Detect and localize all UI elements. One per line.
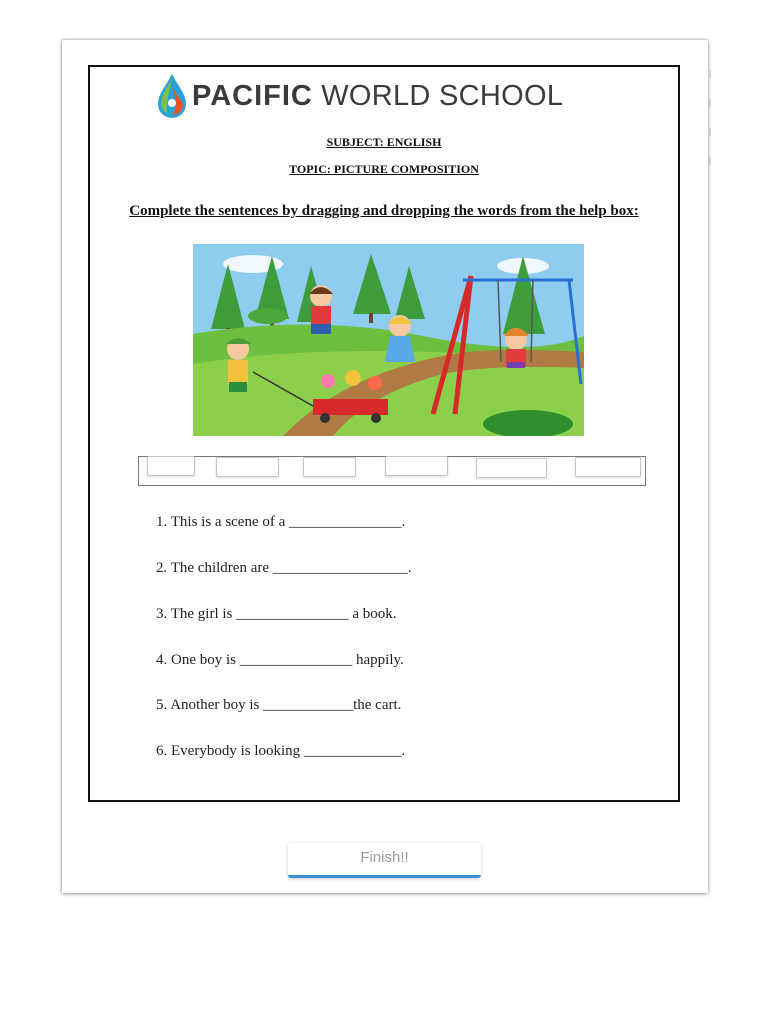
question-number: 6. (156, 743, 168, 759)
finish-button[interactable]: Finish!! (288, 843, 481, 878)
question-text: The girl is _______________ a book. (170, 606, 397, 622)
help-word-slot-4[interactable] (385, 456, 448, 476)
school-name (192, 80, 563, 112)
topic-label: TOPIC: PICTURE COMPOSITION (289, 162, 479, 176)
question-6 (156, 743, 405, 760)
help-word-slot-1[interactable] (147, 456, 195, 476)
question-number: 3. (156, 606, 168, 622)
question-number: 4. (156, 652, 168, 668)
question-5 (156, 697, 401, 714)
school-name-rest: WORLD SCHOOL (321, 80, 564, 112)
question-text: Another boy is ____________the cart. (170, 697, 402, 713)
question-3 (156, 606, 397, 623)
question-2 (156, 560, 412, 577)
subject-label: SUBJECT: ENGLISH (326, 135, 442, 149)
question-4 (156, 652, 404, 669)
question-text: This is a scene of a _______________. (170, 514, 406, 530)
drop-icon (156, 72, 192, 120)
question-number: 2. (156, 560, 168, 576)
school-logo (156, 72, 662, 120)
question-1 (156, 514, 405, 531)
help-word-slot-5[interactable] (476, 458, 547, 478)
question-number: 1. (156, 514, 168, 530)
school-name-bold: PACIFIC (192, 80, 313, 112)
question-text: One boy is _______________ happily. (171, 652, 404, 668)
help-word-slot-2[interactable] (216, 457, 279, 477)
question-number: 5. (156, 697, 168, 713)
instructions-text: Complete the sentences by dragging and dropping the words from the help box: (129, 203, 639, 219)
help-word-slot-3[interactable] (303, 457, 356, 477)
question-text: The children are __________________. (170, 560, 412, 576)
help-word-slot-6[interactable] (575, 457, 641, 477)
question-text: Everybody is looking _____________. (171, 743, 406, 759)
park-scene-image (193, 244, 584, 436)
